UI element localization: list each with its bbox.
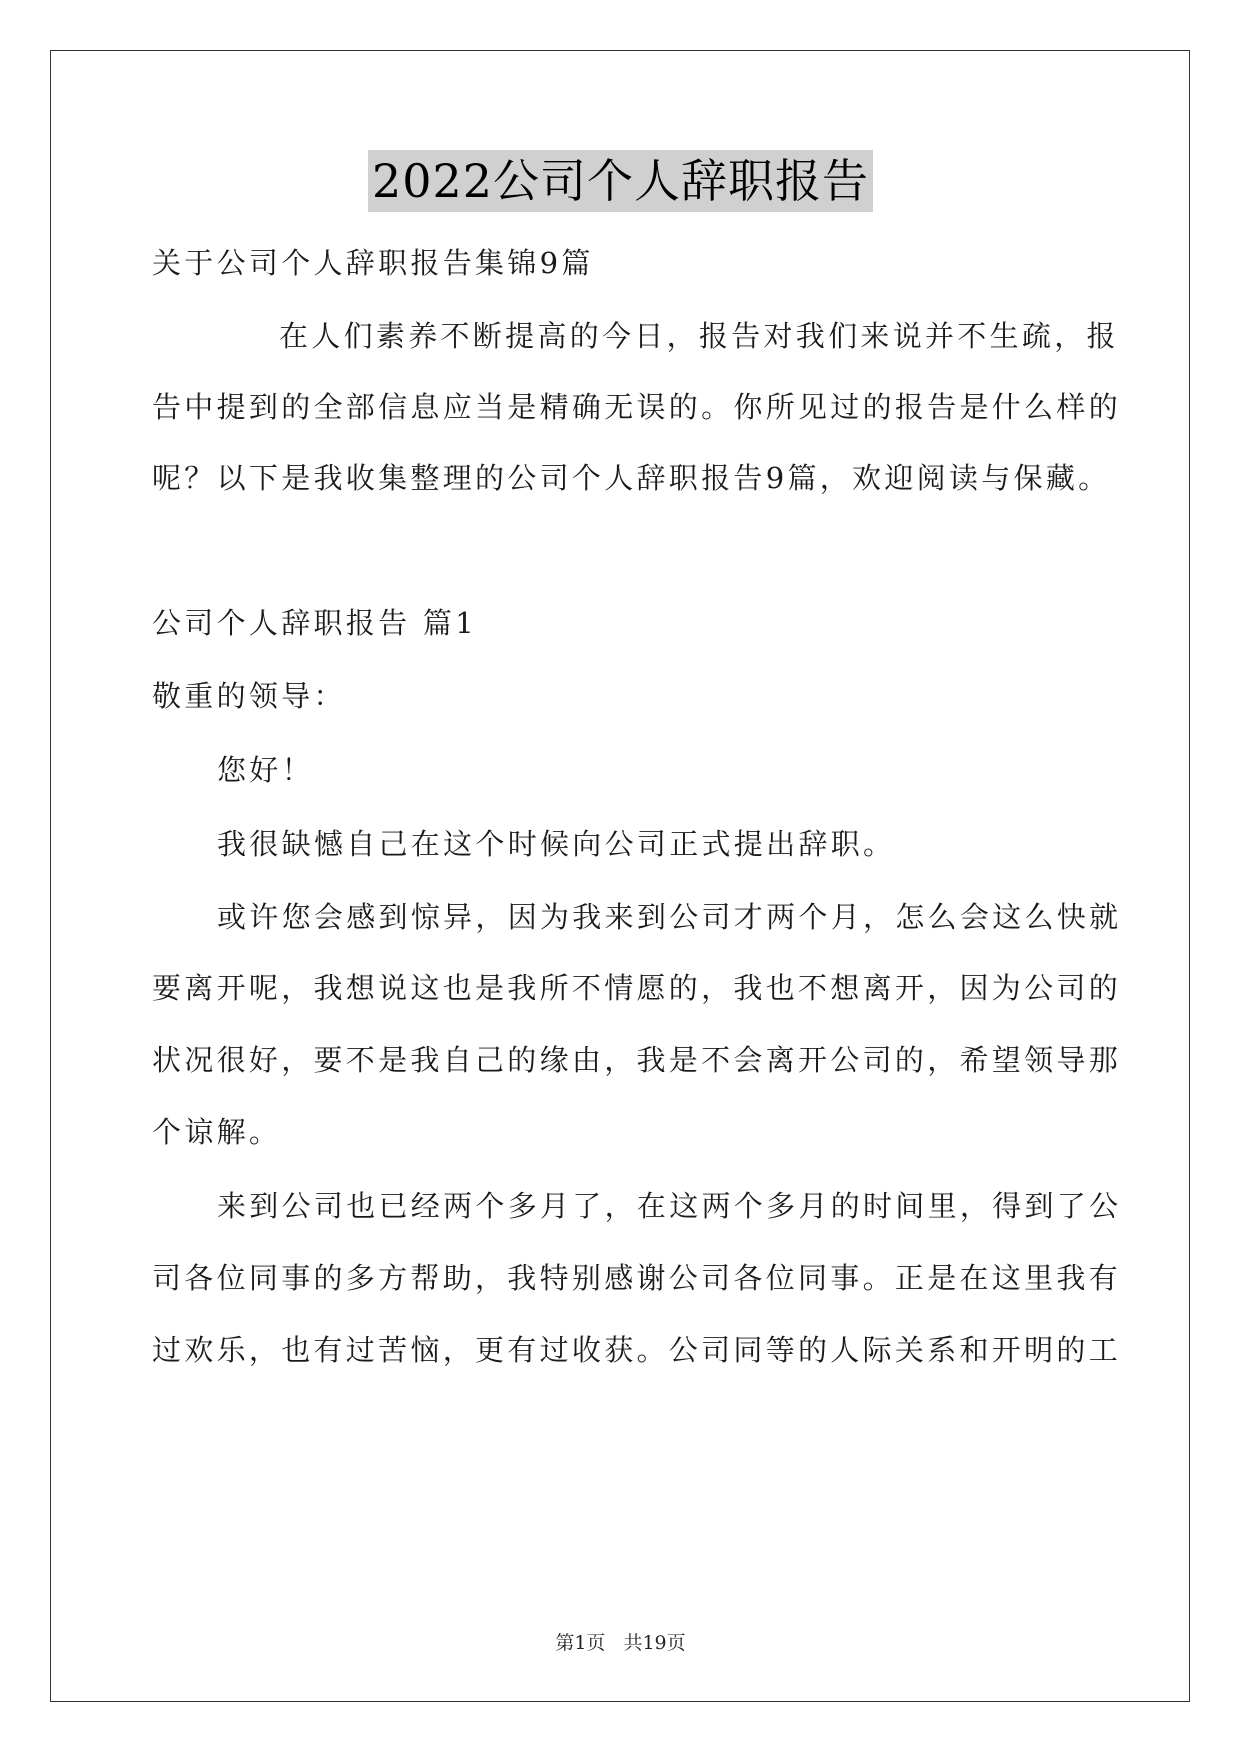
page-border — [50, 50, 1190, 1702]
paragraph-3-line-3: 过欢乐，也有过苦恼，更有过收获。公司同等的人际关系和开明的工 — [152, 1333, 1122, 1367]
paragraph-2-line-4: 个谅解。 — [152, 1115, 282, 1149]
paragraph-1: 我很缺憾自己在这个时候向公司正式提出辞职。 — [217, 827, 896, 861]
paragraph-2-line-3: 状况很好，要不是我自己的缘由，我是不会离开公司的，希望领导那 — [152, 1043, 1122, 1077]
title-container — [0, 150, 1241, 212]
paragraph-3-line-1: 来到公司也已经两个多月了，在这两个多月的时间里，得到了公 — [217, 1189, 1122, 1223]
intro-line-2: 告中提到的全部信息应当是精确无误的。你所见过的报告是什么样的 — [152, 390, 1122, 424]
document-title: 2022公司个人辞职报告 — [368, 150, 873, 212]
section-heading: 公司个人辞职报告 篇1 — [152, 606, 477, 640]
paragraph-3-line-2: 司各位同事的多方帮助，我特别感谢公司各位同事。正是在这里我有 — [152, 1261, 1122, 1295]
subtitle: 关于公司个人辞职报告集锦9篇 — [152, 246, 594, 280]
paragraph-2-line-2: 要离开呢，我想说这也是我所不情愿的，我也不想离开，因为公司的 — [152, 971, 1122, 1005]
paragraph-2-line-1: 或许您会感到惊异，因为我来到公司才两个月，怎么会这么快就 — [217, 900, 1122, 934]
page-number-total: 共19页 — [623, 1632, 686, 1654]
page-number-current: 第1页 — [555, 1632, 606, 1654]
page-footer — [0, 1628, 1241, 1655]
salutation: 敬重的领导： — [152, 679, 346, 713]
intro-line-3: 呢？以下是我收集整理的公司个人辞职报告9篇，欢迎阅读与保藏。 — [152, 461, 1111, 495]
intro-line-1: 在人们素养不断提高的今日，报告对我们来说并不生疏，报 — [279, 319, 1119, 353]
greeting: 您好！ — [217, 753, 314, 787]
